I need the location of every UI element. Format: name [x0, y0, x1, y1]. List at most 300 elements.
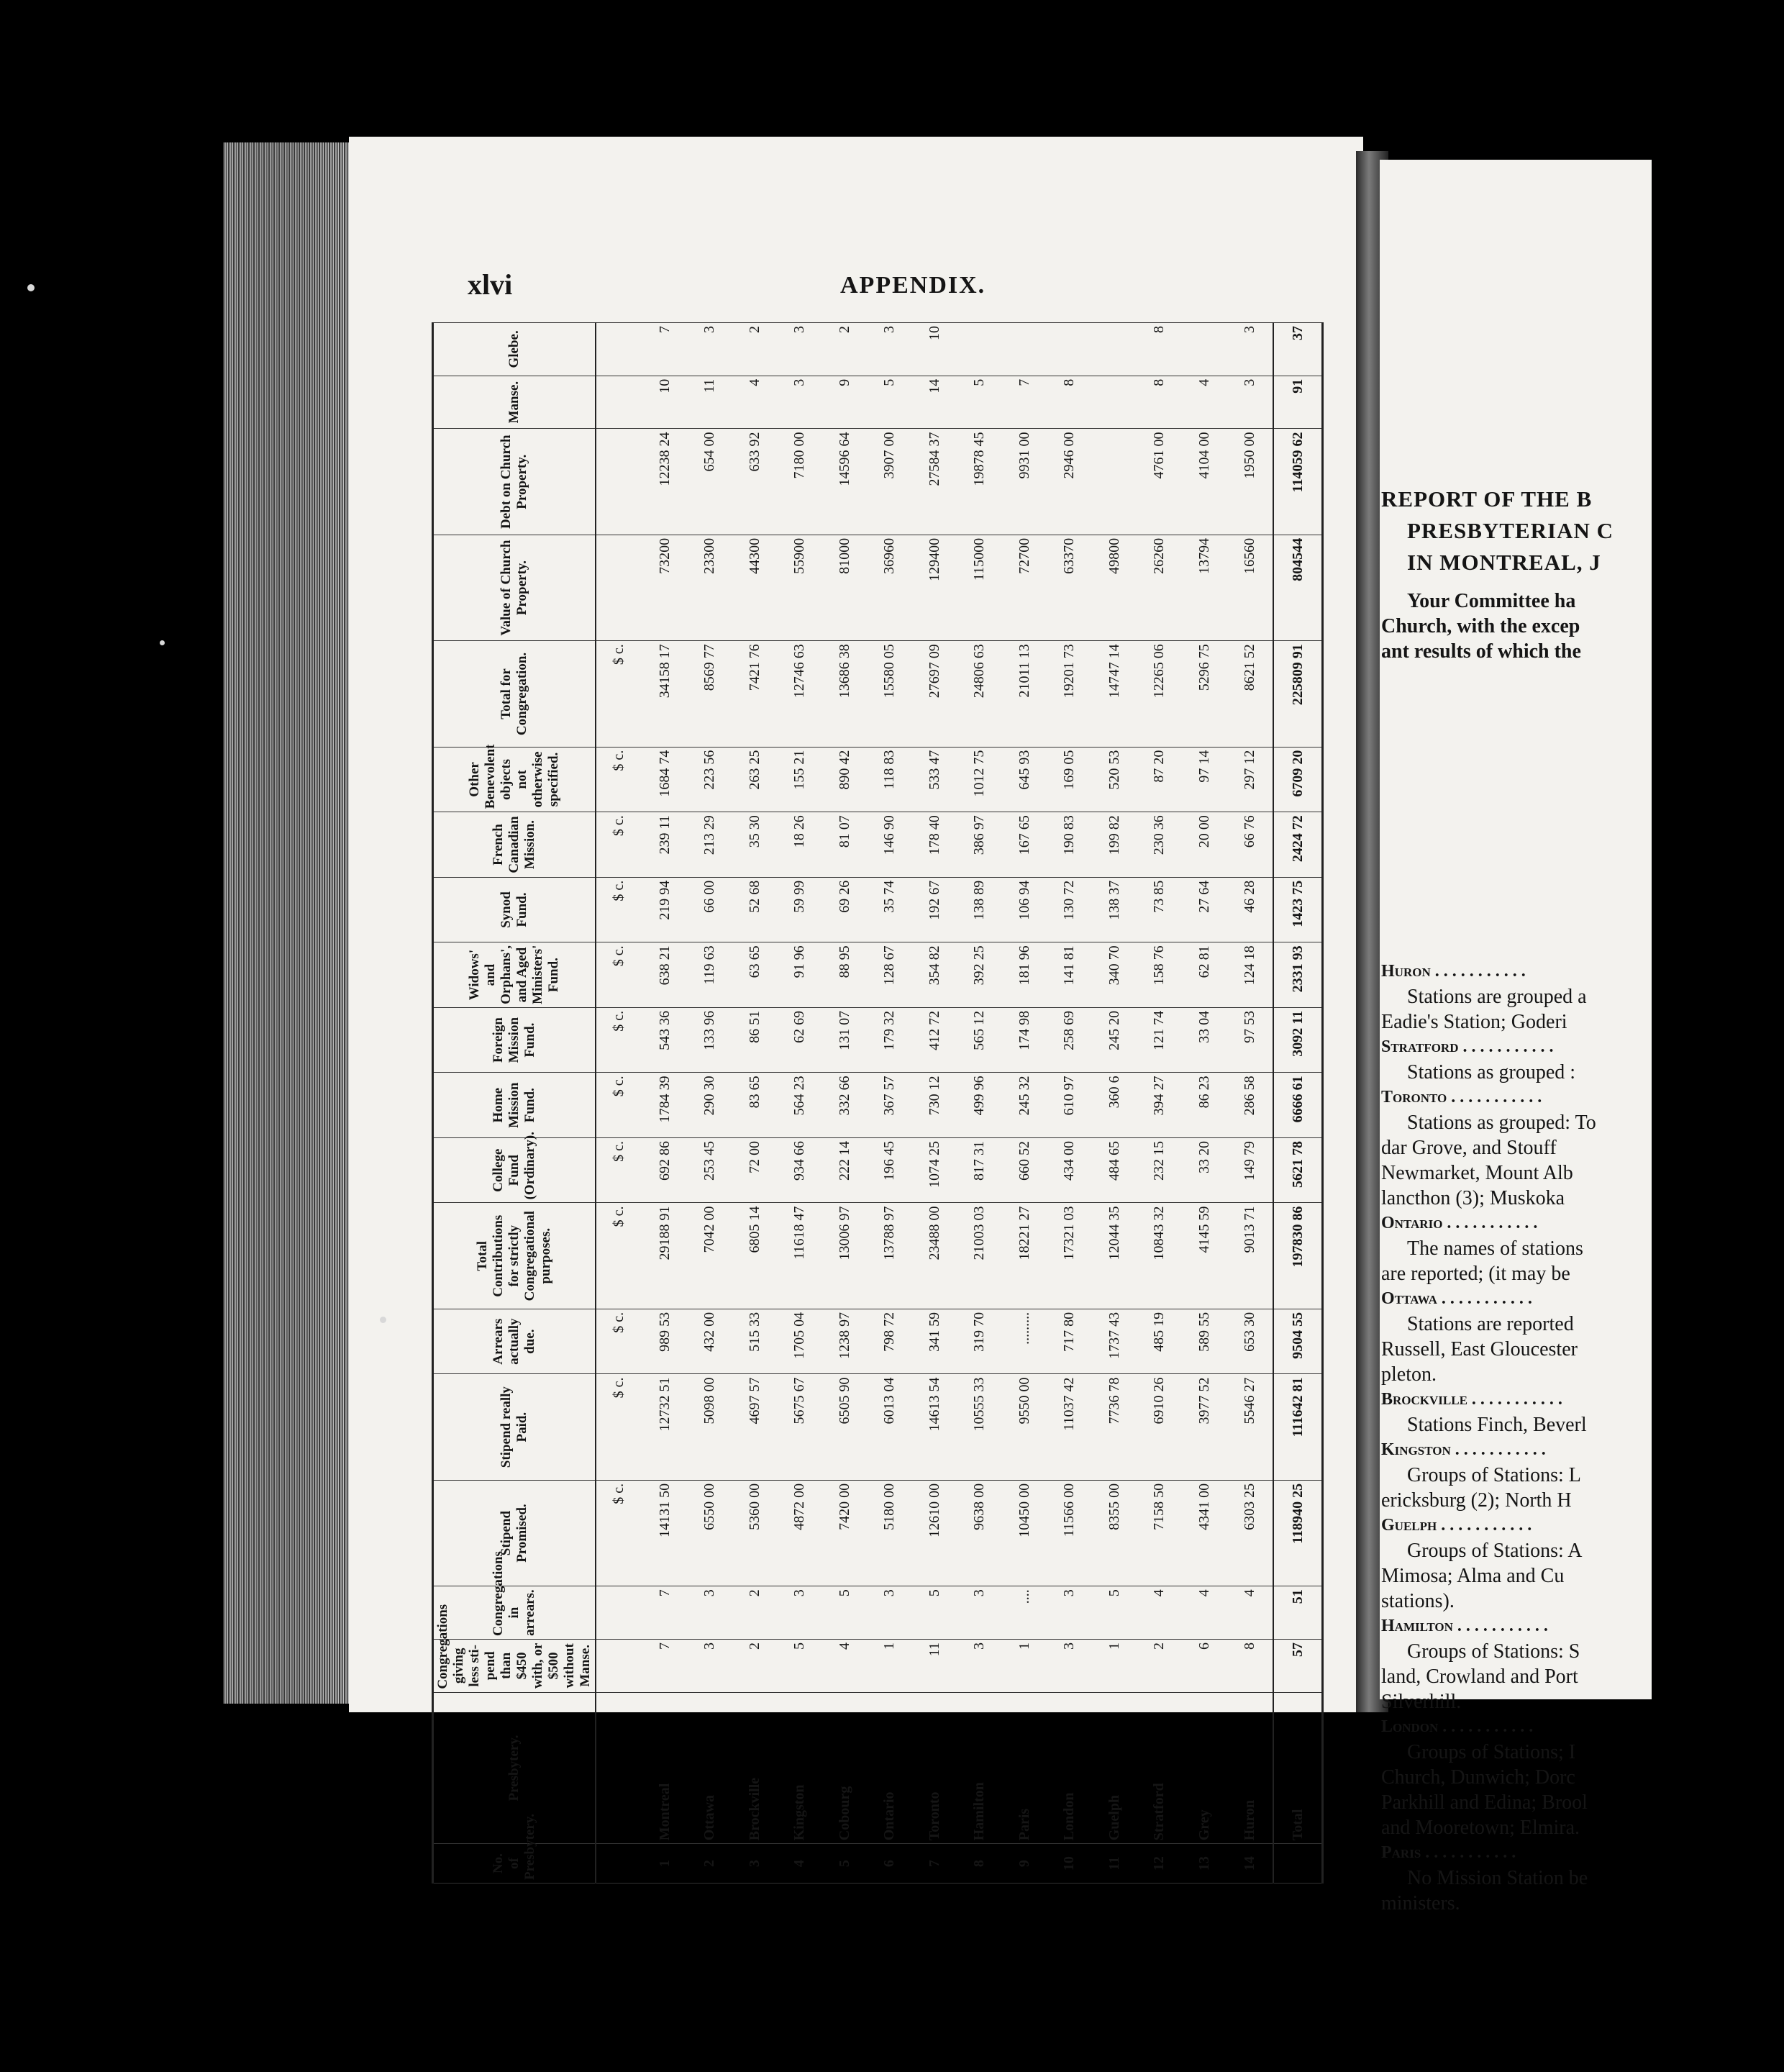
table-row — [1182, 323, 1227, 1884]
table-cell: 21011 13 — [1002, 641, 1047, 747]
table-cell — [1182, 323, 1227, 376]
presbytery-number: 3 — [732, 1844, 778, 1884]
table-cell: 88 95 — [822, 942, 868, 1008]
column-header: Arrears actually due. — [433, 1309, 596, 1374]
table-cell: 4 — [1226, 1586, 1273, 1640]
currency-cell — [596, 1586, 642, 1640]
table-cell: 610 97 — [1047, 1073, 1092, 1138]
table-cell: 7042 00 — [687, 1203, 732, 1309]
presbytery-number: 14 — [1226, 1844, 1273, 1884]
table-cell: 222 14 — [822, 1137, 868, 1203]
table-cell: 8 — [1047, 376, 1092, 429]
table-cell: 5 — [1092, 1586, 1137, 1640]
table-cell: 124 18 — [1226, 942, 1273, 1008]
currency-cell: $ c. — [596, 641, 642, 747]
table-cell: 223 56 — [687, 747, 732, 812]
presbytery-number: 11 — [1092, 1844, 1137, 1884]
table-cell: 7421 76 — [732, 641, 778, 747]
table-cell: 12732 51 — [642, 1374, 688, 1480]
table-cell: 18221 27 — [1002, 1203, 1047, 1309]
table-cell: 52 68 — [732, 877, 778, 942]
presbytery-name: Toronto — [912, 1692, 957, 1844]
table-cell: 19878 45 — [957, 429, 1002, 535]
table-cell: 4 — [732, 376, 778, 429]
table-cell: 91 96 — [777, 942, 822, 1008]
table-row — [1002, 323, 1047, 1884]
table-cell: 717 80 — [1047, 1309, 1092, 1374]
table-cell: 155 21 — [777, 747, 822, 812]
table-cell: 8621 52 — [1226, 641, 1273, 747]
entry-line: Stations are grouped a — [1407, 986, 1587, 1008]
table-cell: 6013 04 — [867, 1374, 912, 1480]
presbytery-name: Cobourg — [822, 1692, 868, 1844]
total-cell: 111642 81 — [1273, 1374, 1322, 1480]
currency-cell: $ c. — [596, 1073, 642, 1138]
presbytery-entry-heading: Brockville . . . . . . . . . . . — [1381, 1390, 1562, 1409]
currency-cell — [596, 323, 642, 376]
table-cell: 8 — [1137, 323, 1182, 376]
table-cell: 5675 67 — [777, 1374, 822, 1480]
table-cell: 934 66 — [777, 1137, 822, 1203]
entry-line: Groups of Stations; I — [1407, 1741, 1576, 1763]
presbytery-entry-heading: Kingston . . . . . . . . . . . — [1381, 1440, 1546, 1459]
table-cell: 34158 17 — [642, 641, 688, 747]
table-cell: 258 69 — [1047, 1007, 1092, 1073]
table-cell: 6 — [1182, 1639, 1227, 1692]
column-header: Debt on Church Property. — [433, 429, 596, 535]
table-cell: 7180 00 — [777, 429, 822, 535]
intro-line: Church, with the excep — [1381, 615, 1580, 637]
currency-cell — [596, 376, 642, 429]
page-heading: APPENDIX. — [840, 272, 986, 299]
table-cell: 1 — [867, 1639, 912, 1692]
table-cell: 1737 43 — [1092, 1309, 1137, 1374]
table-cell: 798 72 — [867, 1309, 912, 1374]
table-cell: 13686 38 — [822, 641, 868, 747]
table-cell: 7 — [642, 323, 688, 376]
table-cell: 589 55 — [1182, 1309, 1227, 1374]
table-cell: 33 20 — [1182, 1137, 1227, 1203]
table-cell: 5546 27 — [1226, 1374, 1273, 1480]
table-cell: 6550 00 — [687, 1480, 732, 1586]
table-cell: 8355 00 — [1092, 1480, 1137, 1586]
table-cell: 5180 00 — [867, 1480, 912, 1586]
entry-line: stations). — [1381, 1590, 1455, 1612]
currency-cell: $ c. — [596, 1203, 642, 1309]
table-cell: 2 — [822, 323, 868, 376]
table-cell: 499 96 — [957, 1073, 1002, 1138]
presbytery-number: 6 — [867, 1844, 912, 1884]
table-cell: 138 37 — [1092, 877, 1137, 942]
presbytery-entry-heading: Stratford . . . . . . . . . . . — [1381, 1037, 1554, 1056]
table-cell: 35 30 — [732, 812, 778, 878]
presbytery-name: Ontario — [867, 1692, 912, 1844]
table-cell: 63370 — [1047, 535, 1092, 640]
table-cell: 434 00 — [1047, 1137, 1092, 1203]
total-row — [1273, 323, 1322, 1884]
table-cell: 149 79 — [1226, 1137, 1273, 1203]
table-cell: 86 23 — [1182, 1073, 1227, 1138]
table-cell: 638 21 — [642, 942, 688, 1008]
table-cell: 196 45 — [867, 1137, 912, 1203]
table-cell: 35 74 — [867, 877, 912, 942]
table-cell: 27697 09 — [912, 641, 957, 747]
table-cell: 8 — [1226, 1639, 1273, 1692]
total-cell: 2331 93 — [1273, 942, 1322, 1008]
table-row — [822, 323, 868, 1884]
presbytery-name: Huron — [1226, 1692, 1273, 1844]
column-header: Manse. — [433, 376, 596, 429]
column-header: Total Contributions for strictly Congregational purposes. — [433, 1203, 596, 1309]
presbytery-entry-heading: Ottawa . . . . . . . . . . . — [1381, 1289, 1532, 1308]
table-cell: 386 97 — [957, 812, 1002, 878]
presbytery-name: London — [1047, 1692, 1092, 1844]
currency-cell: $ c. — [596, 942, 642, 1008]
table-cell: 565 12 — [957, 1007, 1002, 1073]
table-cell: 5 — [777, 1639, 822, 1692]
table-cell: 138 89 — [957, 877, 1002, 942]
entry-line: Eadie's Station; Goderi — [1381, 1011, 1567, 1033]
total-number — [1273, 1844, 1322, 1884]
table-cell: 7158 50 — [1137, 1480, 1182, 1586]
table-cell: 14131 50 — [642, 1480, 688, 1586]
table-row — [912, 323, 957, 1884]
table-cell: 533 47 — [912, 747, 957, 812]
table-cell: 4 — [1182, 376, 1227, 429]
table-cell: 340 70 — [1092, 942, 1137, 1008]
presbytery-number: 4 — [777, 1844, 822, 1884]
entry-line: Parkhill and Edina; Brool — [1381, 1791, 1588, 1814]
table-cell — [1092, 323, 1137, 376]
entry-line: Mimosa; Alma and Cu — [1381, 1565, 1565, 1587]
table-cell: 5296 75 — [1182, 641, 1227, 747]
table-row — [642, 323, 688, 1884]
presbytery-number: 12 — [1137, 1844, 1182, 1884]
intro-line: ant results of which the — [1381, 640, 1581, 663]
table-cell: 73 85 — [1137, 877, 1182, 942]
table-cell: 11566 00 — [1047, 1480, 1092, 1586]
table-cell: 245 20 — [1092, 1007, 1137, 1073]
table-cell: 341 59 — [912, 1309, 957, 1374]
table-cell: 83 65 — [732, 1073, 778, 1138]
column-header: College Fund (Ordinary). — [433, 1137, 596, 1203]
currency-cell: $ c. — [596, 1309, 642, 1374]
table-cell: 515 33 — [732, 1309, 778, 1374]
table-cell: 4697 57 — [732, 1374, 778, 1480]
presbytery-entry-heading: Ontario . . . . . . . . . . . — [1381, 1214, 1538, 1232]
column-header: Congregations in arrears. — [433, 1586, 596, 1640]
column-header: Stipend really Paid. — [433, 1374, 596, 1480]
presbytery-number: 10 — [1047, 1844, 1092, 1884]
table-cell: 360 6 — [1092, 1073, 1137, 1138]
table-cell: 169 05 — [1047, 747, 1092, 812]
table-row — [777, 323, 822, 1884]
table-cell: 354 82 — [912, 942, 957, 1008]
presbytery-number: 2 — [687, 1844, 732, 1884]
table-cell: 1950 00 — [1226, 429, 1273, 535]
table-cell: 432 00 — [687, 1309, 732, 1374]
total-cell: 114059 62 — [1273, 429, 1322, 535]
table-cell — [1092, 429, 1137, 535]
table-cell: 2946 00 — [1047, 429, 1092, 535]
table-cell: 14 — [912, 376, 957, 429]
table-cell: 817 31 — [957, 1137, 1002, 1203]
table-cell: 9 — [822, 376, 868, 429]
currency-cell: $ c. — [596, 1374, 642, 1480]
table-cell: 12265 06 — [1137, 641, 1182, 747]
table-cell: 118 83 — [867, 747, 912, 812]
currency-cell — [596, 1639, 642, 1692]
table-cell: 230 36 — [1137, 812, 1182, 878]
table-cell: 7 — [642, 1586, 688, 1640]
table-cell: 297 12 — [1226, 747, 1273, 812]
table-cell: 3 — [777, 323, 822, 376]
currency-cell: $ c. — [596, 877, 642, 942]
table-cell: 63 65 — [732, 942, 778, 1008]
table-cell: 3 — [687, 1586, 732, 1640]
table-cell: 4104 00 — [1182, 429, 1227, 535]
table-cell: 16560 — [1226, 535, 1273, 640]
table-cell: 66 00 — [687, 877, 732, 942]
report-title-line: REPORT OF THE B — [1381, 486, 1593, 512]
table-cell: 286 58 — [1226, 1073, 1273, 1138]
total-cell: 51 — [1273, 1586, 1322, 1640]
column-header: No. of Presbytery. — [433, 1844, 596, 1884]
table-cell: 97 53 — [1226, 1007, 1273, 1073]
currency-cell: $ c. — [596, 747, 642, 812]
report-title-line: IN MONTREAL, J — [1407, 550, 1601, 575]
table-cell: 141 81 — [1047, 942, 1092, 1008]
presbytery-entry-heading: Huron . . . . . . . . . . . — [1381, 962, 1526, 981]
table-cell: 5 — [912, 1586, 957, 1640]
entry-line: Groups of Stations: A — [1407, 1540, 1583, 1562]
total-cell: 118940 25 — [1273, 1480, 1322, 1586]
table-cell: .... — [1002, 1586, 1047, 1640]
table-cell: 24806 63 — [957, 641, 1002, 747]
table-cell — [957, 323, 1002, 376]
entry-line: Groups of Stations: S — [1407, 1640, 1580, 1663]
table-cell: 1 — [1002, 1639, 1047, 1692]
table-cell: 6805 14 — [732, 1203, 778, 1309]
table-cell: 7 — [1002, 376, 1047, 429]
table-cell: 11037 42 — [1047, 1374, 1092, 1480]
total-cell: 2424 72 — [1273, 812, 1322, 878]
table-cell: 4 — [822, 1639, 868, 1692]
table-cell: 5098 00 — [687, 1374, 732, 1480]
table-cell: 128 67 — [867, 942, 912, 1008]
table-cell: 33 04 — [1182, 1007, 1227, 1073]
table-cell: 219 94 — [642, 877, 688, 942]
table-row — [957, 323, 1002, 1884]
table-row — [1226, 323, 1273, 1884]
table-cell: 18 26 — [777, 812, 822, 878]
table-cell: 181 96 — [1002, 942, 1047, 1008]
total-cell: 1423 75 — [1273, 877, 1322, 942]
table-cell: 645 93 — [1002, 747, 1047, 812]
presbytery-name: Stratford — [1137, 1692, 1182, 1844]
table-cell: 319 70 — [957, 1309, 1002, 1374]
table-cell: 392 25 — [957, 942, 1002, 1008]
table-cell: 27584 37 — [912, 429, 957, 535]
table-cell: 129400 — [912, 535, 957, 640]
table-cell: 23488 00 — [912, 1203, 957, 1309]
table-cell: 3 — [777, 1586, 822, 1640]
table-header-row — [433, 323, 596, 1884]
table-row — [1047, 323, 1092, 1884]
table-cell: 6303 25 — [1226, 1480, 1273, 1586]
table-cell: 412 72 — [912, 1007, 957, 1073]
book-binding — [223, 142, 349, 1704]
presbytery-name: Kingston — [777, 1692, 822, 1844]
table-cell: 3 — [777, 376, 822, 429]
currency-cell: $ c. — [596, 1137, 642, 1203]
entry-line: land, Crowland and Port — [1381, 1666, 1578, 1688]
currency-cell: $ c. — [596, 812, 642, 878]
presbytery-entry-heading: London . . . . . . . . . . . — [1381, 1717, 1534, 1736]
presbytery-number: 9 — [1002, 1844, 1047, 1884]
table-cell: 146 90 — [867, 812, 912, 878]
table-cell: 10 — [912, 323, 957, 376]
presbytery-entry-heading: Hamilton . . . . . . . . . . . — [1381, 1617, 1548, 1635]
table-cell: 106 94 — [1002, 877, 1047, 942]
table-cell: 3 — [957, 1586, 1002, 1640]
table-cell: 5 — [867, 376, 912, 429]
total-cell: 5621 78 — [1273, 1137, 1322, 1203]
table-cell: 8569 77 — [687, 641, 732, 747]
table-cell: 190 83 — [1047, 812, 1092, 878]
table-cell: 263 25 — [732, 747, 778, 812]
dust-speck — [160, 640, 165, 645]
table-cell: 97 14 — [1182, 747, 1227, 812]
entry-line: Stations as grouped: To — [1407, 1112, 1596, 1134]
table-cell: 119 63 — [687, 942, 732, 1008]
column-header: Total for Congregation. — [433, 641, 596, 747]
table-cell: 9013 71 — [1226, 1203, 1273, 1309]
table-cell: 12044 35 — [1092, 1203, 1137, 1309]
entry-line: dar Grove, and Stouff — [1381, 1137, 1557, 1159]
table-cell: 44300 — [732, 535, 778, 640]
total-cell: 6666 61 — [1273, 1073, 1322, 1138]
table-cell: 7420 00 — [822, 1480, 868, 1586]
table-cell: 367 57 — [867, 1073, 912, 1138]
table-cell: 167 65 — [1002, 812, 1047, 878]
currency-cell: $ c. — [596, 1480, 642, 1586]
presbytery-name: Hamilton — [957, 1692, 1002, 1844]
table-cell: 4145 59 — [1182, 1203, 1227, 1309]
total-label: Total — [1273, 1692, 1322, 1844]
currency-cell: $ c. — [596, 1007, 642, 1073]
entry-line: lancthon (3); Muskoka — [1381, 1187, 1565, 1209]
table-cell: 290 30 — [687, 1073, 732, 1138]
total-cell: 225809 91 — [1273, 641, 1322, 747]
total-cell: 197830 86 — [1273, 1203, 1322, 1309]
table-cell: 81 07 — [822, 812, 868, 878]
table-cell: 14613 54 — [912, 1374, 957, 1480]
table-cell: 1238 97 — [822, 1309, 868, 1374]
table-cell: 692 86 — [642, 1137, 688, 1203]
presbytery-name: Brockville — [732, 1692, 778, 1844]
table-cell: 9931 00 — [1002, 429, 1047, 535]
currency-cell — [596, 1692, 642, 1844]
entry-line: Russell, East Gloucester — [1381, 1338, 1578, 1360]
table-cell: 130 72 — [1047, 877, 1092, 942]
table-cell: 192 67 — [912, 877, 957, 942]
table-cell: 653 30 — [1226, 1309, 1273, 1374]
currency-row — [596, 323, 642, 1884]
total-cell: 37 — [1273, 323, 1322, 376]
table-cell: 3 — [687, 1639, 732, 1692]
table-cell: 3 — [1047, 1586, 1092, 1640]
table-cell: 633 92 — [732, 429, 778, 535]
table-cell: 394 27 — [1137, 1073, 1182, 1138]
presbytery-number: 13 — [1182, 1844, 1227, 1884]
table-cell: 21003 03 — [957, 1203, 1002, 1309]
entry-line: Stations Finch, Beverl — [1407, 1414, 1587, 1436]
table-cell: 1074 25 — [912, 1137, 957, 1203]
table-cell: 485 19 — [1137, 1309, 1182, 1374]
page-number: xlvi — [468, 268, 513, 301]
table-cell: 27 64 — [1182, 877, 1227, 942]
table-cell: 13788 97 — [867, 1203, 912, 1309]
table-cell: 564 23 — [777, 1073, 822, 1138]
table-cell: 12746 63 — [777, 641, 822, 747]
column-header: Synod Fund. — [433, 877, 596, 942]
presbytery-name: Ottawa — [687, 1692, 732, 1844]
entry-line: are reported; (it may be — [1381, 1263, 1570, 1285]
total-cell: 91 — [1273, 376, 1322, 429]
table-cell: 253 45 — [687, 1137, 732, 1203]
table-cell: 5 — [957, 376, 1002, 429]
table-cell: 62 81 — [1182, 942, 1227, 1008]
table-cell: 3 — [1226, 323, 1273, 376]
table-cell: 10555 33 — [957, 1374, 1002, 1480]
column-header: French Canadian Mission. — [433, 812, 596, 878]
table-cell: 5 — [822, 1586, 868, 1640]
table-cell: 87 20 — [1137, 747, 1182, 812]
table-cell: 86 51 — [732, 1007, 778, 1073]
table-cell: 9638 00 — [957, 1480, 1002, 1586]
table-cell: 72700 — [1002, 535, 1047, 640]
table-cell: 4341 00 — [1182, 1480, 1227, 1586]
table-cell: 55900 — [777, 535, 822, 640]
table-cell: 3 — [867, 323, 912, 376]
table-cell: 178 40 — [912, 812, 957, 878]
table-cell: 19201 73 — [1047, 641, 1092, 747]
entry-line: and Mooretown; Elmira. — [1381, 1817, 1580, 1839]
table-cell: 1 — [1092, 1639, 1137, 1692]
table-cell: 654 00 — [687, 429, 732, 535]
table-cell: 245 32 — [1002, 1073, 1047, 1138]
table-cell: 199 82 — [1092, 812, 1137, 878]
table-cell: 1684 74 — [642, 747, 688, 812]
table-cell: 131 07 — [822, 1007, 868, 1073]
table-cell: 158 76 — [1137, 942, 1182, 1008]
table-cell: 36960 — [867, 535, 912, 640]
column-header: Other Benevolent objects not otherwise specified. — [433, 747, 596, 812]
table-cell: 239 11 — [642, 812, 688, 878]
table-cell: 4761 00 — [1137, 429, 1182, 535]
presbytery-number: 5 — [822, 1844, 868, 1884]
table-cell: 5360 00 — [732, 1480, 778, 1586]
presbytery-name: Grey — [1182, 1692, 1227, 1844]
table-cell: 520 53 — [1092, 747, 1137, 812]
presbytery-number: 8 — [957, 1844, 1002, 1884]
entry-line: Newmarket, Mount Alb — [1381, 1162, 1573, 1184]
table-cell — [1092, 376, 1137, 429]
table-cell: 232 15 — [1137, 1137, 1182, 1203]
table-cell: 66 76 — [1226, 812, 1273, 878]
table-cell: 2 — [732, 323, 778, 376]
